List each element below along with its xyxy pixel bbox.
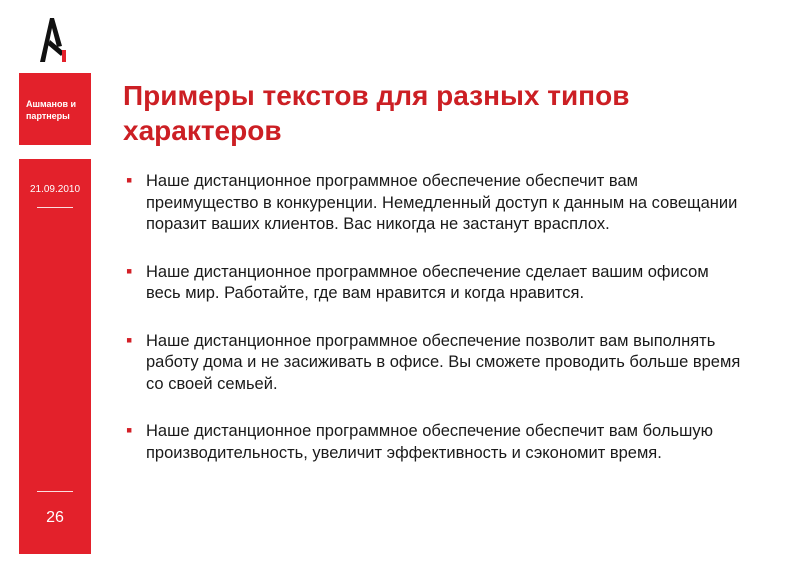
bullet-item <box>126 331 746 396</box>
bullet-text: Наше дистанционное программное обеспечение обеспечит вам преимущество в конкуренции. Немедленный доступ к данным на совещании поразит ваших клиентов. Вас никогда не застанут врасплох. <box>146 172 738 233</box>
company-name: Ашманов и партнеры <box>26 99 77 121</box>
company-logo-icon <box>36 16 76 64</box>
bullet-text: Наше дистанционное программное обеспечение позволит вам выполнять работу дома и не засиживать в офисе. Вы сможете проводить больше время со своей семьей. <box>146 331 741 393</box>
sidebar-company-block <box>19 73 91 145</box>
bullet-marker-icon: ▪ <box>126 329 133 350</box>
slide-title: Примеры текстов для разных типов характеров <box>123 80 630 146</box>
bullet-list <box>126 171 746 464</box>
bullet-marker-icon: ▪ <box>126 420 133 440</box>
bullet-text: Наше дистанционное программное обеспечение сделает вашим офисом весь мир. Работайте, где вам нравится и когда нравится. <box>146 262 709 302</box>
bullet-item <box>126 171 746 236</box>
bullet-marker-icon: ▪ <box>126 260 133 281</box>
bullet-marker-icon: ▪ <box>126 170 133 190</box>
bullet-item <box>126 421 746 464</box>
sidebar-main-block <box>19 159 91 554</box>
page-number: 26 <box>46 509 64 526</box>
slide-date: 21.09.2010 <box>29 184 81 195</box>
date-divider <box>37 207 73 208</box>
page-divider <box>37 491 73 492</box>
bullet-text: Наше дистанционное программное обеспечение обеспечит вам большую производительность, увеличит эффективность и сэкономит время. <box>146 422 713 462</box>
bullet-item <box>126 262 746 305</box>
